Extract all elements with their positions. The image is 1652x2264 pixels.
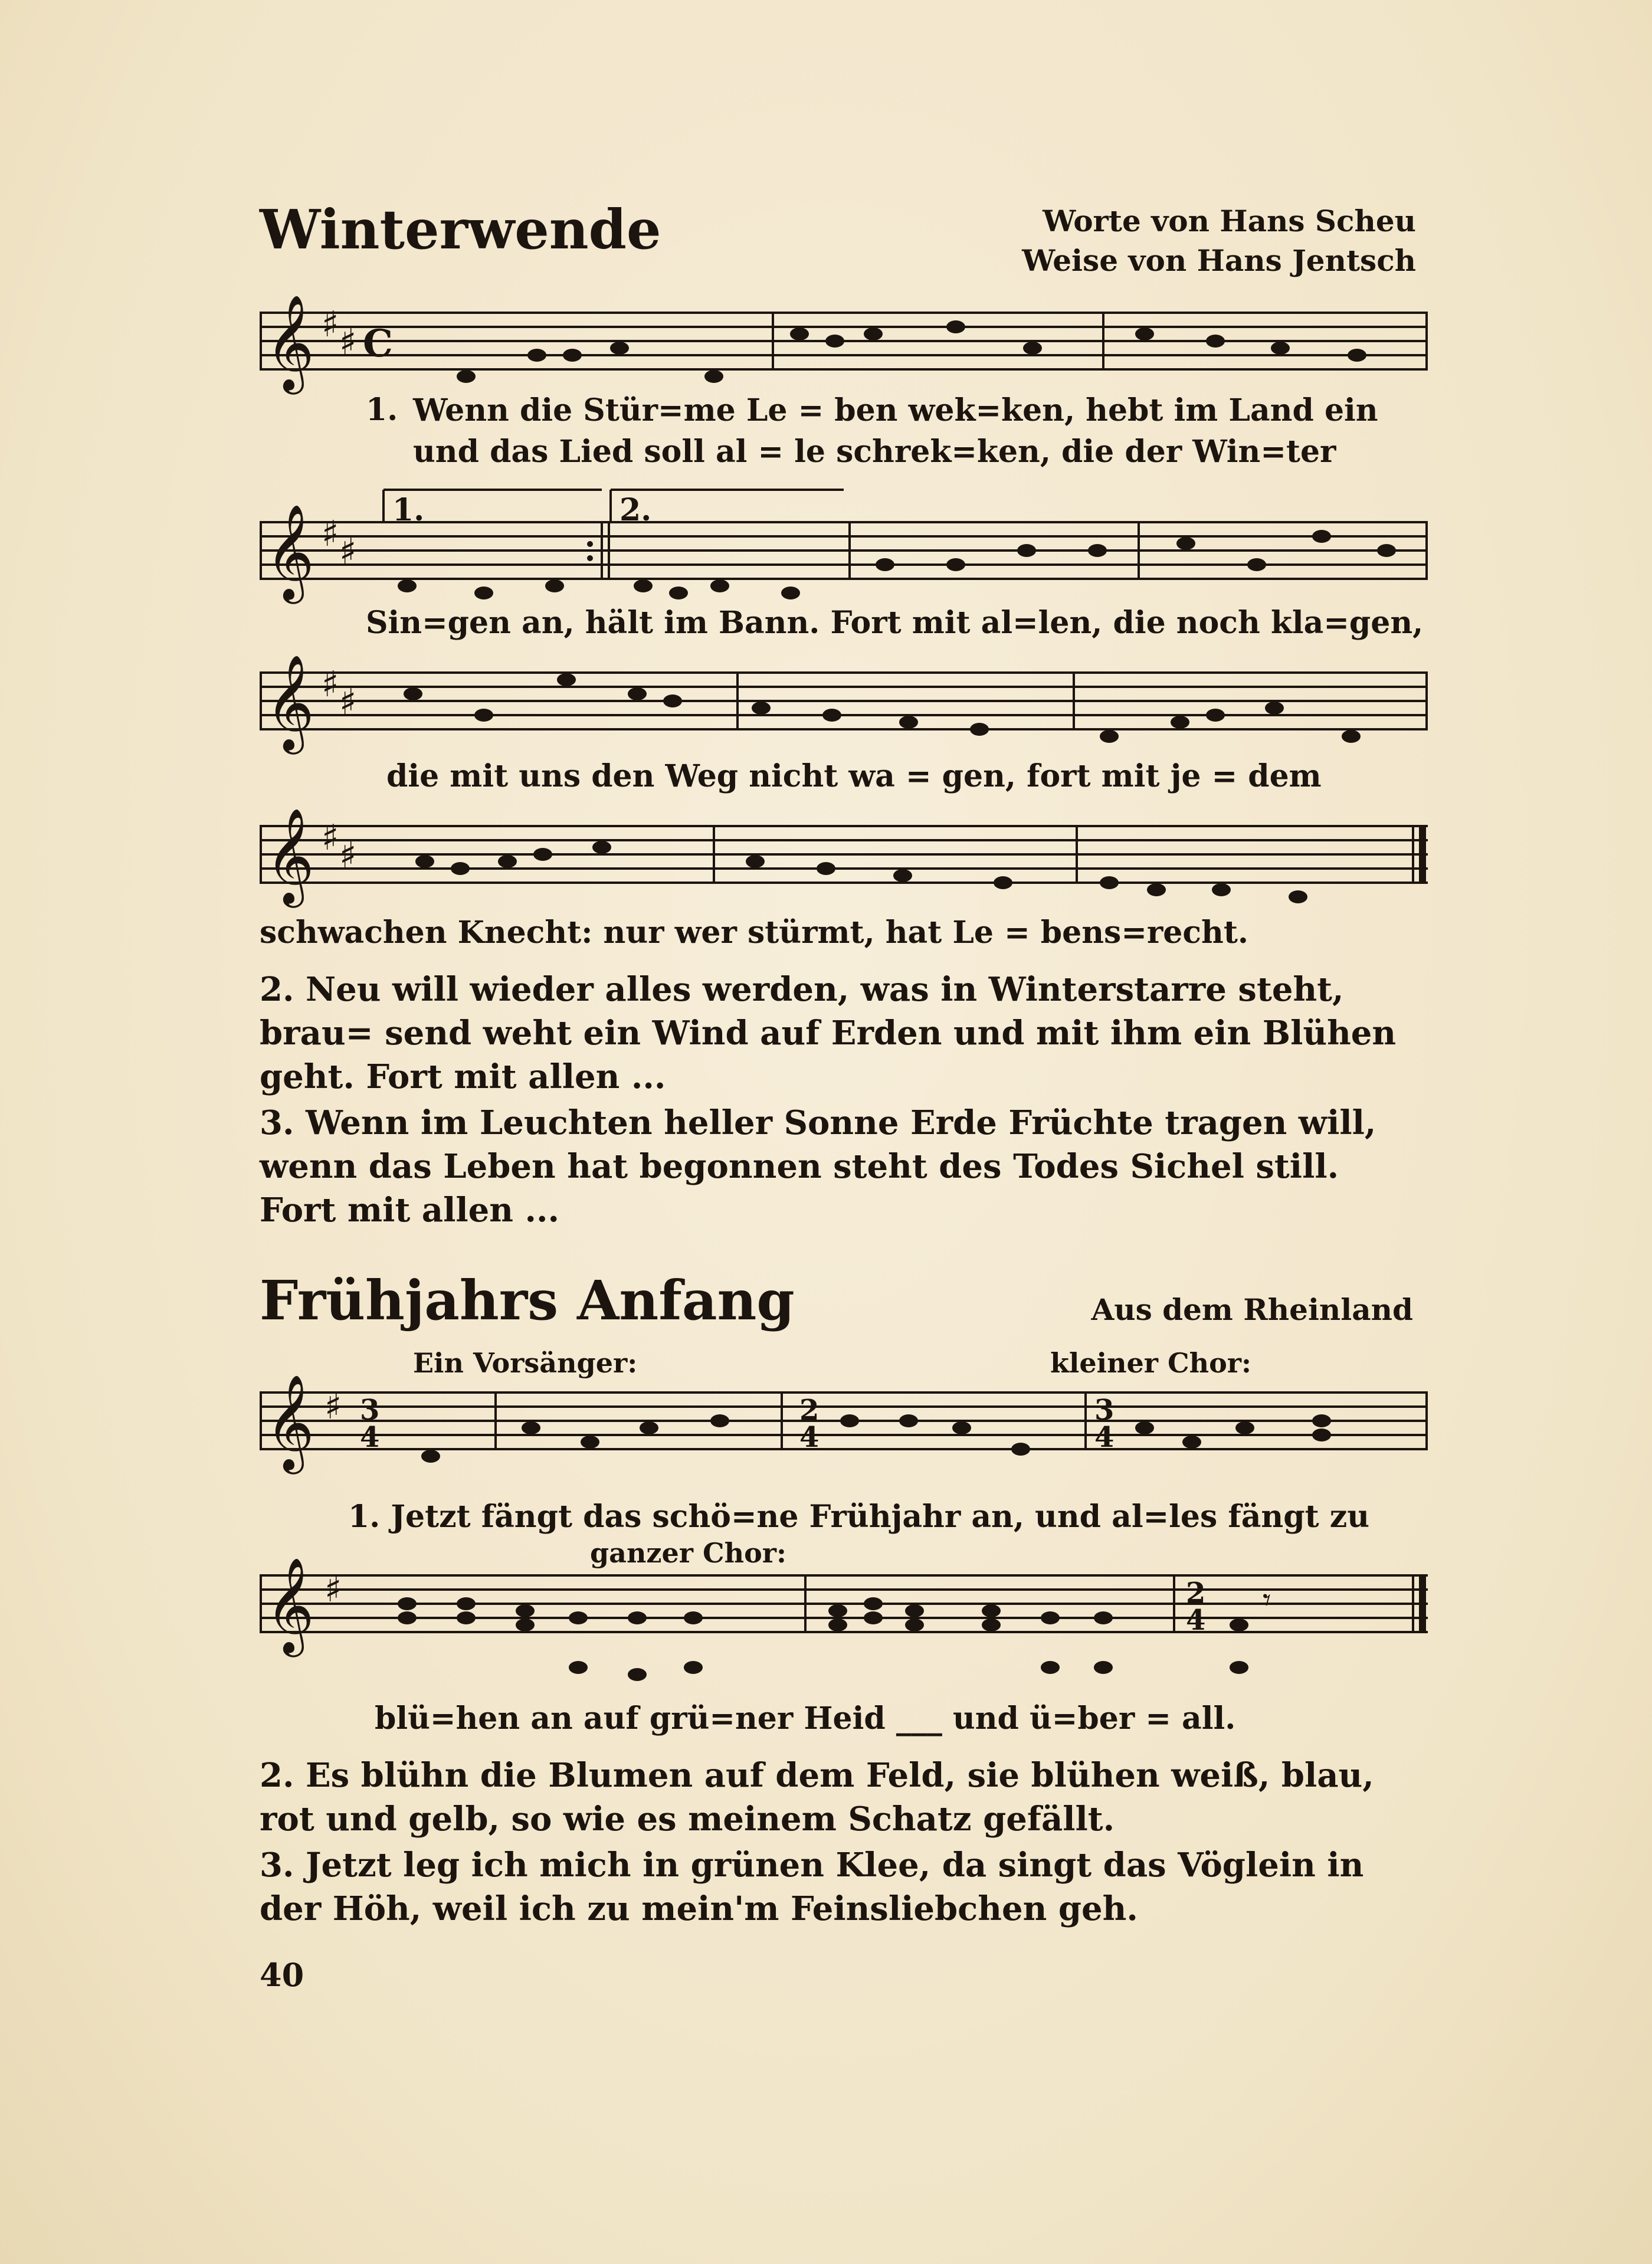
music-staff [260, 478, 1428, 602]
svg-text:4: 4 [1186, 1604, 1206, 1637]
volta-2: 2. [620, 492, 652, 528]
cue-label: kleiner Chor: [1050, 1347, 1252, 1379]
svg-text:𝄞: 𝄞 [266, 504, 314, 600]
verse: 2. Neu will wieder alles werden, was in Winterstarre steht, brau= send weht ein Wind auf Erden und mit ihm ein Blühen geht. Fort mit allen ... [260, 970, 1397, 1096]
lyric-line: die mit uns den Weg nicht wa = gen, fort mit je = dem [386, 758, 1322, 794]
svg-text:4: 4 [799, 1421, 820, 1454]
svg-text:♯: ♯ [339, 531, 357, 572]
svg-text:♯: ♯ [322, 304, 339, 345]
verse: 3. Wenn im Leuchten heller Sonne Erde Früchte tragen will, wenn das Leben hat begonnen steht des Todes Sichel still. Fort mit allen ... [260, 1103, 1376, 1230]
svg-text:𝄞: 𝄞 [266, 808, 314, 904]
song-title: Winterwende [260, 198, 661, 261]
lyric-line: Sin=gen an, hält im Bann. Fort mit al=len, die noch kla=gen, [366, 605, 1424, 641]
volta-1: 1. [392, 492, 425, 528]
song-credit-origin: Aus dem Rheinland [1091, 1292, 1413, 1327]
svg-text:𝄞: 𝄞 [266, 654, 314, 751]
lyric-line: 1. Jetzt fängt das schö=ne Frühjahr an, und al=les fängt zu [348, 1499, 1370, 1535]
svg-text:𝄞: 𝄞 [266, 1557, 314, 1653]
svg-text:4: 4 [1094, 1421, 1115, 1454]
lyric-line: schwachen Knecht: nur wer stürmt, hat Le = bens=recht. [260, 915, 1248, 951]
song-credit-melody: Weise von Hans Jentsch [1022, 243, 1416, 278]
notes [457, 320, 1366, 383]
verse-number: 1. [366, 392, 398, 428]
svg-text:♯: ♯ [339, 322, 357, 363]
svg-text:3: 3 [1094, 1394, 1115, 1427]
svg-text:𝄾: 𝄾 [1263, 1581, 1271, 1618]
cue-label: ganzer Chor: [590, 1537, 787, 1569]
svg-text:♯: ♯ [322, 513, 339, 555]
svg-text:♯: ♯ [324, 1569, 342, 1610]
svg-text:♯: ♯ [324, 1386, 342, 1427]
svg-text:♯: ♯ [322, 817, 339, 859]
svg-text:4: 4 [360, 1421, 380, 1454]
page-number: 40 [260, 1956, 304, 1994]
verse: 3. Jetzt leg ich mich in grünen Klee, da singt das Vöglein in der Höh, weil ich zu mein'm Feinsliebchen geh. [260, 1846, 1364, 1928]
svg-text:𝄞: 𝄞 [266, 1374, 314, 1470]
svg-text:𝄞: 𝄞 [266, 294, 314, 391]
lyric-line: Wenn die Stür=me Le = ben wek=ken, hebt im Land ein [413, 392, 1378, 428]
music-staff [260, 649, 1428, 751]
svg-text:C: C [363, 322, 393, 366]
lyric-line: blü=hen an auf grü=ner Heid ___ und ü=ber = all. [375, 1701, 1236, 1737]
music-staff [260, 802, 1428, 920]
svg-text:♯: ♯ [339, 835, 357, 876]
svg-text:2: 2 [799, 1394, 820, 1427]
svg-text:2: 2 [1186, 1577, 1206, 1610]
music-staff [260, 1557, 1428, 1693]
music-staff [260, 294, 1428, 395]
song-credit-words: Worte von Hans Scheu [1043, 204, 1416, 238]
music-staff [260, 1374, 1428, 1475]
song-title: Frühjahrs Anfang [260, 1269, 795, 1332]
svg-text:♯: ♯ [339, 682, 357, 723]
lyric-line: und das Lied soll al = le schrek=ken, die der Win=ter [413, 434, 1336, 470]
cue-label: Ein Vorsänger: [413, 1347, 638, 1379]
svg-text:3: 3 [360, 1394, 380, 1427]
verse: 2. Es blühn die Blumen auf dem Feld, sie blühen weiß, blau, rot und gelb, so wie es meinem Schatz gefällt. [260, 1756, 1374, 1839]
svg-text:♯: ♯ [322, 664, 339, 705]
